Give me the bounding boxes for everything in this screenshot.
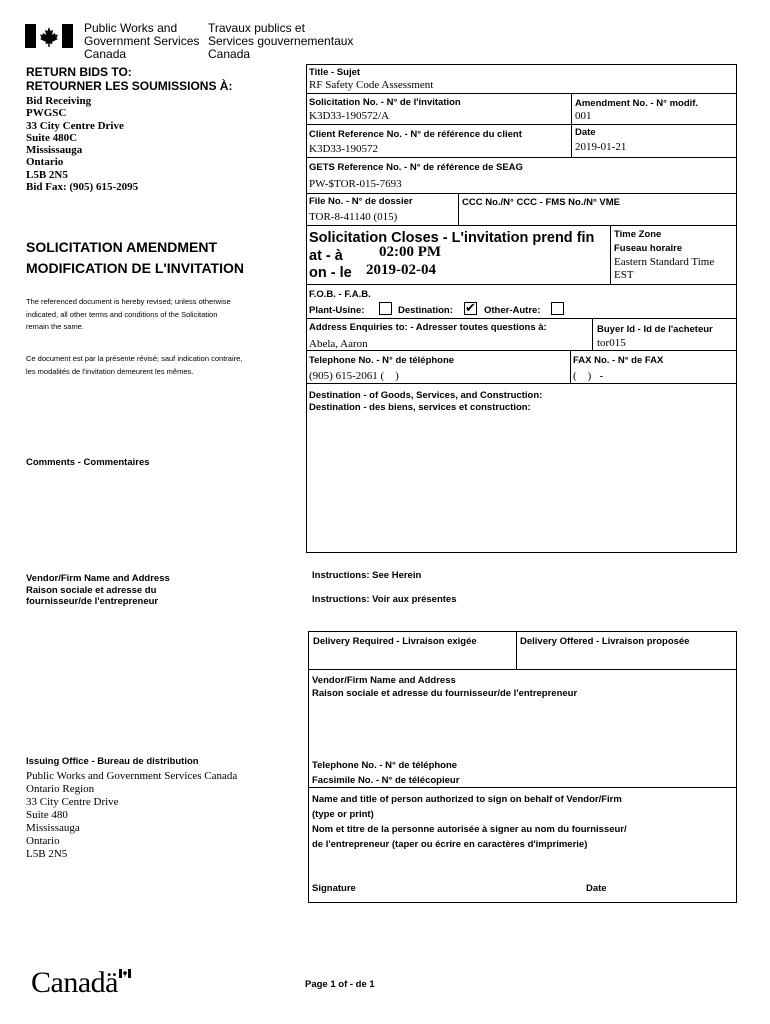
check-mark-icon: ✔ <box>465 301 476 316</box>
file-no-label: File No. - N° de dossier <box>309 196 413 207</box>
divider <box>458 193 459 225</box>
buyer-id-value: tor015 <box>597 337 626 349</box>
dept-fr-line: Travaux publics et <box>208 21 305 35</box>
closing-time: 02:00 PM <box>379 244 442 260</box>
amendment-no-label: Amendment No. - N° modif. <box>575 98 699 109</box>
issuing-office-label: Issuing Office - Bureau de distribution <box>26 756 199 767</box>
fob-label: F.O.B. - F.A.B. <box>309 289 371 300</box>
address-line: 33 City Centre Drive <box>26 119 124 132</box>
divider <box>306 383 737 384</box>
solicitation-closes-title: Solicitation Closes - L'invitation prend fin <box>309 230 595 246</box>
revision-note-en <box>26 296 231 334</box>
file-no-value: TOR-8-41140 (015) <box>309 211 398 223</box>
gets-reference-value: PW-$TOR-015-7693 <box>309 178 402 190</box>
time-zone-label: Time Zone <box>614 229 662 240</box>
divider <box>306 318 737 319</box>
address-line: L5B 2N5 <box>26 848 68 860</box>
address-enquiries-label: Address Enquiries to: - Adresser toutes questions à: <box>309 322 547 333</box>
note-line: les modalités de l'invitation demeurent les mêmes. <box>26 367 194 376</box>
divider <box>306 157 737 158</box>
date-label: Date <box>575 127 596 138</box>
on-label: on - le <box>309 265 352 281</box>
address-enquiries-value: Abela, Aaron <box>309 338 368 350</box>
divider <box>610 225 611 284</box>
vendor-label-line: Raison sociale et adresse du <box>26 584 157 596</box>
dept-name-en <box>84 22 199 61</box>
divider <box>592 318 593 350</box>
divider <box>308 787 737 788</box>
divider <box>516 631 517 669</box>
signature-label: Signature <box>312 883 356 894</box>
canada-flag-icon <box>25 24 73 48</box>
authorized-line: de l'entrepreneur (taper ou écrire en caractères d'imprimerie) <box>312 839 588 850</box>
telephone-label: Telephone No. - N° de téléphone <box>309 355 455 366</box>
destination-checkbox[interactable] <box>464 302 477 315</box>
delivery-required-label: Delivery Required - Livraison exigée <box>313 636 477 647</box>
vendor-name-label-fr: Raison sociale et adresse du fournisseur/de l'entrepreneur <box>312 688 578 699</box>
vendor-label-line: Vendor/Firm Name and Address <box>26 573 170 584</box>
delivery-offered-label: Delivery Offered - Livraison proposée <box>520 636 690 647</box>
amendment-title <box>26 237 244 279</box>
dept-en-line: Government Services <box>84 34 200 48</box>
wordmark-flag-icon <box>119 969 131 978</box>
fax-label: FAX No. - N° de FAX <box>573 355 664 366</box>
dept-fr-line: Canada <box>208 47 251 61</box>
vendor-facsimile-label: Facsimile No. - N° de télécopieur <box>312 775 460 786</box>
date-value: 2019-01-21 <box>575 141 627 153</box>
destination-label-fr: Destination - des biens, services et construction: <box>309 402 531 413</box>
amendment-title-fr: MODIFICATION DE L'INVITATION <box>26 260 244 276</box>
buyer-id-label: Buyer Id - Id de l'acheteur <box>597 324 713 335</box>
signature-date-label: Date <box>586 883 607 894</box>
divider <box>570 350 571 383</box>
ccc-no-label: CCC No./N° CCC - FMS No./N° VME <box>462 197 621 208</box>
title-label: Title - Sujet <box>309 67 361 78</box>
plant-usine-label: Plant-Usine: <box>309 305 365 316</box>
return-address <box>26 95 138 193</box>
address-line: Suite 480C <box>26 131 78 144</box>
dept-en-line: Canada <box>84 47 127 61</box>
address-line: Public Works and Government Services Canada <box>26 770 238 782</box>
divider <box>306 93 737 94</box>
divider <box>308 669 737 670</box>
vendor-label <box>26 573 170 608</box>
vendor-label-line: fournisseur/de l'entrepreneur <box>26 596 159 607</box>
address-line: Ontario <box>26 156 64 169</box>
comments-label: Comments - Commentaires <box>26 457 150 468</box>
dept-fr-line: Services gouvernementaux <box>208 34 354 48</box>
vendor-telephone-label: Telephone No. - N° de téléphone <box>312 760 458 771</box>
divider <box>571 93 572 157</box>
telephone-value: (905) 615-2061 ( ) <box>309 370 399 382</box>
destination-label-en: Destination - of Goods, Services, and Construction: <box>309 390 543 401</box>
authorized-line: Nom et titre de la personne autorisée à signer au nom du fournisseur/ <box>312 824 627 835</box>
divider <box>306 284 737 285</box>
address-line: Ontario Region <box>26 783 95 795</box>
bid-fax-line: Bid Fax: (905) 615-2095 <box>26 181 139 194</box>
address-line: Mississauga <box>26 144 83 157</box>
time-zone-value: Eastern Standard Time <box>614 256 715 268</box>
instructions-fr: Instructions: Voir aux présentes <box>312 594 457 605</box>
authorized-line: (type or print) <box>312 809 374 820</box>
time-zone-abbr: EST <box>614 269 634 281</box>
revision-note-fr <box>26 352 242 378</box>
divider <box>306 350 737 351</box>
other-autre-label: Other-Autre: <box>484 305 541 316</box>
solicitation-no-label: Solicitation No. - N° de l'invitation <box>309 97 461 108</box>
note-line: remain the same. <box>26 322 84 331</box>
amendment-no-value: 001 <box>575 110 592 122</box>
address-line: Bid Receiving <box>26 95 92 107</box>
dept-en-line: Public Works and <box>84 21 178 35</box>
canada-wordmark-logo: Canadä <box>31 966 118 999</box>
at-label: at - à <box>309 248 343 264</box>
other-autre-checkbox[interactable] <box>551 302 564 315</box>
return-bids-heading <box>26 65 232 93</box>
authorized-signatory-label <box>312 792 627 852</box>
address-line: PWGSC <box>26 107 67 120</box>
client-reference-value: K3D33-190572 <box>309 143 379 155</box>
destination-label: Destination: <box>398 305 453 316</box>
divider <box>306 193 737 194</box>
address-line: Mississauga <box>26 822 80 834</box>
address-line: L5B 2N5 <box>26 168 68 181</box>
solicitation-no-value: K3D33-190572/A <box>309 110 390 122</box>
authorized-line: Name and title of person authorized to sign on behalf of Vendor/Firm <box>312 794 622 805</box>
address-line: Ontario <box>26 835 60 847</box>
address-line: Suite 480 <box>26 809 68 821</box>
plant-usine-checkbox[interactable] <box>379 302 392 315</box>
divider <box>306 225 737 226</box>
note-line: The referenced document is hereby revised; unless otherwise <box>26 297 231 306</box>
amendment-title-en: SOLICITATION AMENDMENT <box>26 239 218 255</box>
title-value: RF Safety Code Assessment <box>309 79 434 91</box>
issuing-address <box>26 770 237 861</box>
return-title-fr: RETOURNER LES SOUMISSIONS À: <box>26 79 233 93</box>
fax-value: ( ) - <box>573 370 604 382</box>
dept-name-fr <box>208 22 353 61</box>
closing-date: 2019-02-04 <box>366 262 436 278</box>
return-title-en: RETURN BIDS TO: <box>26 65 132 79</box>
divider <box>306 124 737 125</box>
note-line: Ce document est par la présente révisé; sauf indication contraire, <box>26 354 243 363</box>
vendor-name-label: Vendor/Firm Name and Address <box>312 675 456 686</box>
page-number: Page 1 of - de 1 <box>305 979 375 990</box>
address-line: 33 City Centre Drive <box>26 796 119 808</box>
client-reference-label: Client Reference No. - N° de référence du client <box>309 129 522 140</box>
gets-reference-label: GETS Reference No. - N° de référence de SEAG <box>309 162 523 173</box>
destination-goods-label <box>309 390 542 414</box>
note-line: indicated, all other terms and conditions of the Solicitation <box>26 309 218 319</box>
fuseau-horaire-label: Fuseau horaire <box>614 243 683 254</box>
instructions-en: Instructions: See Herein <box>312 570 422 581</box>
